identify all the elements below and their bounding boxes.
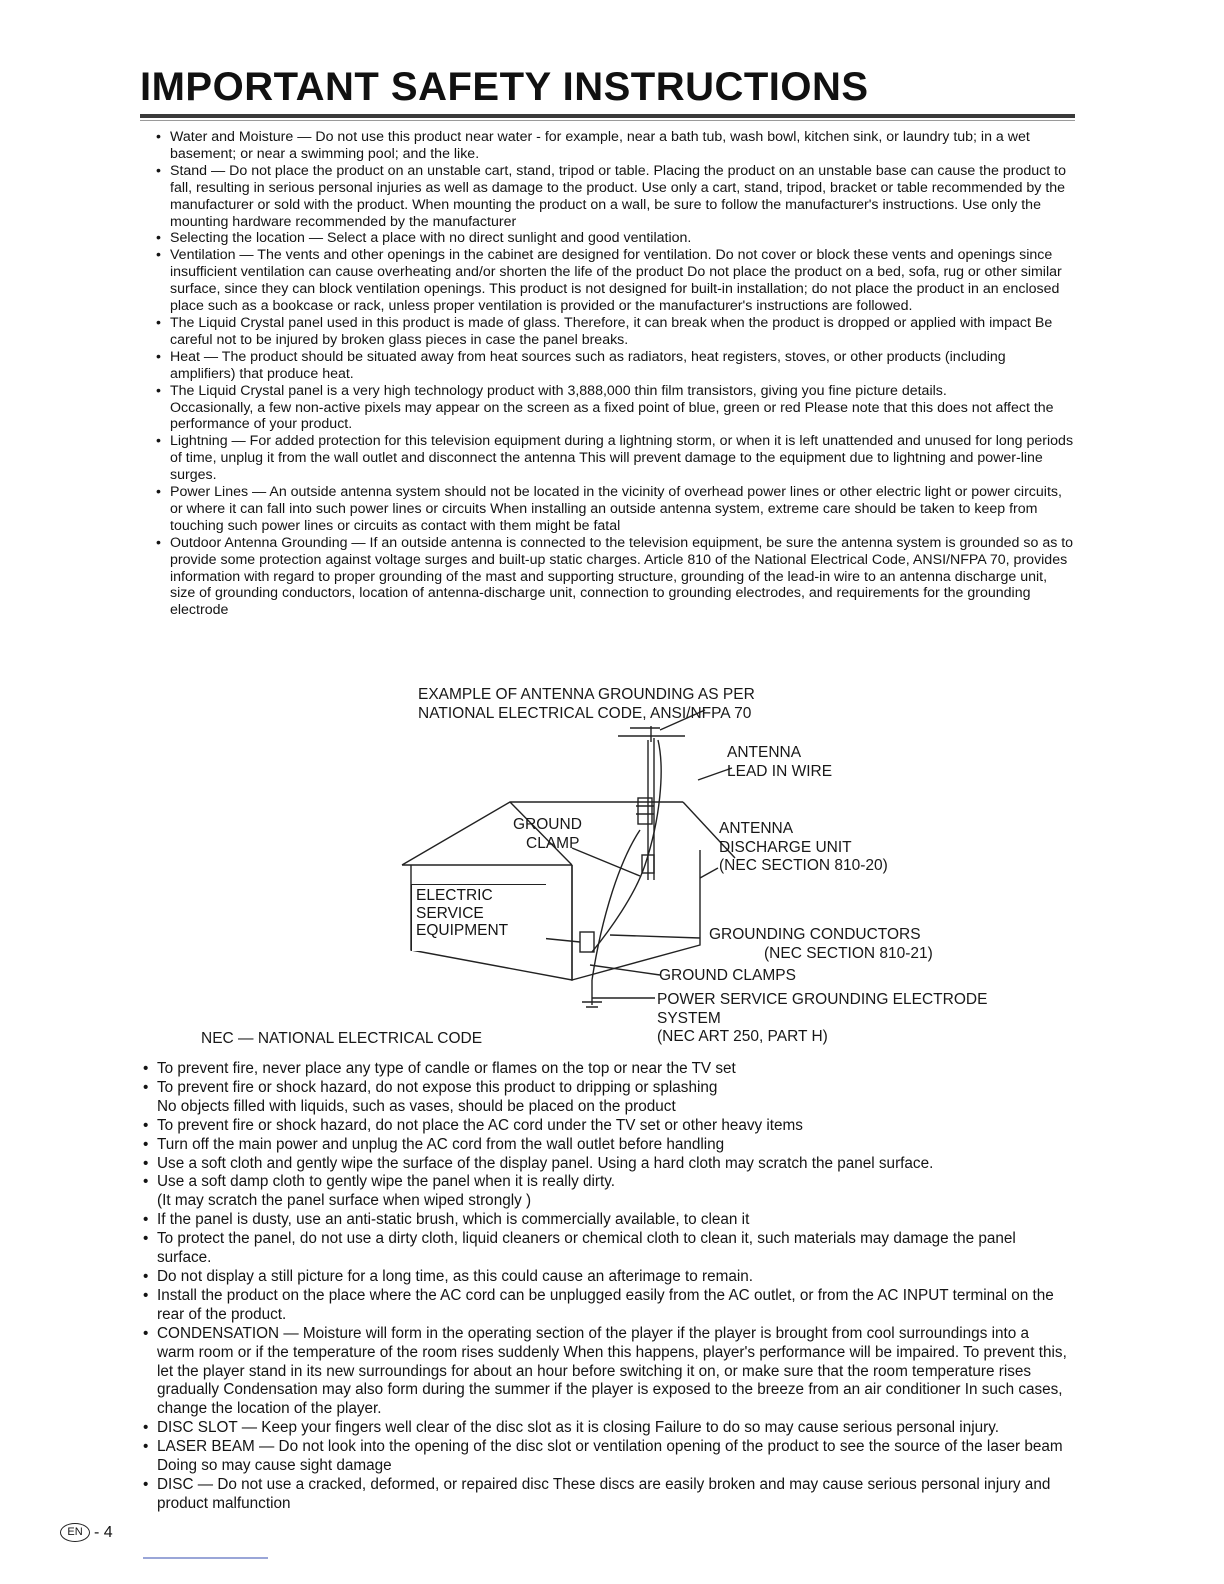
title-rule xyxy=(140,114,1075,118)
list-item: • Turn off the main power and unplug the AC cord from the wall outlet before handling xyxy=(143,1135,725,1153)
list-item: • DISC — Do not use a cracked, deformed, or repaired disc These discs are easily broken and may cause serious personal injury and product malfunction xyxy=(143,1475,1051,1512)
antenna-lead-label: ANTENNA LEAD IN WIRE xyxy=(727,744,833,780)
top-instructions-list xyxy=(156,129,1074,619)
ground-clamp-label: GROUND CLAMP xyxy=(513,816,582,852)
ground-clamps-label: GROUND CLAMPS xyxy=(659,967,796,984)
page-footer xyxy=(60,1523,113,1542)
list-item: • DISC SLOT — Keep your fingers well clear of the disc slot as it is closing Failure to do so may cause serious personal injury. xyxy=(143,1419,999,1437)
list-item: • The Liquid Crystal panel used in this product is made of glass. Therefore, it can break when the product is dropped or applied with impact Be careful not to be injured by broken glass pieces in case the panel breaks. xyxy=(156,314,1053,348)
list-item: • Power Lines — An outside antenna system should not be located in the vicinity of overhead power lines or other electric light or power circuits, or where it can fall into such power lines or circuits When installing an outside antenna system, extreme care should be taken to keep from touching such power lines or circuits as contact with them might be fatal xyxy=(156,484,1062,534)
list-item: • Outdoor Antenna Grounding — If an outside antenna is connected to the television equipment, be sure the antenna system is grounded so as to provide some protection against voltage surges and built-up static charges. Article 810 of the National Electrical Code, ANSI/NFPA 70, provides information with regard to proper grounding of the mast and supporting structure, grounding of the lead-in wire to an antenna discharge unit, size of grounding conductors, location of antenna-discharge unit, connection to grounding electrodes, and requirements for the grounding electrode xyxy=(156,534,1074,619)
bottom-instructions-list xyxy=(143,1060,1068,1514)
list-item: • To prevent fire or shock hazard, do not place the AC cord under the TV set or other heavy items xyxy=(143,1116,803,1134)
figure-title: EXAMPLE OF ANTENNA GROUNDING AS PER NATIONAL ELECTRICAL CODE, ANSI/NFPA 70 xyxy=(418,686,755,722)
list-item: • To protect the panel, do not use a dirty cloth, liquid cleaners or chemical cloth to clean it, such materials may damage the panel surface. xyxy=(143,1230,1016,1267)
list-item: • LASER BEAM — Do not look into the opening of the disc slot or ventilation opening of the product to see the source of the laser beam Doing so may cause sight damage xyxy=(143,1438,1063,1475)
list-item: • The Liquid Crystal panel is a very high technology product with 3,888,000 thin film transistors, giving you fine picture details. Occasionally, a few non-active pixels may appear on the screen as a fixed point of blue, green or red Please note that this does not affect the performance of your product. xyxy=(156,382,1054,433)
list-item: • Stand — Do not place the product on an unstable cart, stand, tripod or table. Placing the product on an unstable base can cause the product to fall, resulting in serious personal injuries as well as damage to the product. Use only a cart, stand, tripod, bracket or table recommended by the manufacturer or sold with the product. When mounting the product on a wall, be sure to follow the manufacturer's instructions. Use only the mounting hardware recommended by the manufacturer xyxy=(156,162,1066,230)
discharge-unit-label: ANTENNA DISCHARGE UNIT (NEC SECTION 810-20) xyxy=(719,820,888,874)
electric-service-label: ELECTRIC SERVICE EQUIPMENT xyxy=(411,884,546,951)
title-rule-thin xyxy=(140,120,1075,121)
grounding-conductors-label: GROUNDING CONDUCTORS (NEC SECTION 810-21) xyxy=(709,926,933,962)
list-item: • Heat — The product should be situated away from heat sources such as radiators, heat registers, stoves, or other products (including amplifiers) that produce heat. xyxy=(156,348,1006,382)
list-item: • To prevent fire, never place any type of candle or flames on the top or near the TV set xyxy=(143,1060,736,1077)
list-item: • Ventilation — The vents and other openings in the cabinet are designed for ventilation. Do not cover or block these vents and openings since insufficient ventilation can cause overheating and/or shorten the life of the product Do not place the product on a bed, sofa, rug or other similar surface, since they can block ventilation openings. This product is not designed for built-in installation; do not place the product in an enclosed place such as a bookcase or rack, unless proper ventilation is provided or the manufacturer's instructions are followed. xyxy=(156,247,1062,315)
list-item: • Do not display a still picture for a long time, as this could cause an afterimage to remain. xyxy=(143,1267,754,1285)
page-number: - 4 xyxy=(94,1523,113,1541)
page-title: IMPORTANT SAFETY INSTRUCTIONS xyxy=(140,65,869,109)
list-item: • Water and Moisture — Do not use this product near water - for example, near a bath tub, wash bowl, kitchen sink, or laundry tub; in a wet basement; or near a swimming pool; and the like. xyxy=(156,129,1030,162)
list-item: • Selecting the location — Select a place with no direct sunlight and good ventilation. xyxy=(156,230,692,247)
list-item: • To prevent fire or shock hazard, do not expose this product to dripping or splashing No objects filled with liquids, such as vases, should be placed on the product xyxy=(143,1078,718,1115)
list-item: • Install the product on the place where the AC cord can be unplugged easily from the AC outlet, or from the AC INPUT terminal on the rear of the product. xyxy=(143,1286,1054,1323)
list-item: • If the panel is dusty, use an anti-static brush, which is commercially available, to clean it xyxy=(143,1211,750,1229)
list-item: • Use a soft damp cloth to gently wipe the panel when it is really dirty. (It may scratch the panel surface when wiped strongly ) xyxy=(143,1173,616,1210)
electrode-label: POWER SERVICE GROUNDING ELECTRODE SYSTEM (NEC ART 250, PART H) xyxy=(657,991,988,1045)
list-item: • CONDENSATION — Moisture will form in the operating section of the player if the player is brought from cool surroundings into a warm room or if the temperature of the room rises suddenly When this happens, player's performance will be impaired. To prevent this, let the player stand in its new surroundings for about an hour before switching it on, or make sure that the room temperature rises gradually Condensation may also form during the summer if the player is exposed to the breeze from an air conditioner In such cases, change the location of the player. xyxy=(143,1324,1067,1418)
antenna-grounding-figure xyxy=(140,680,1080,1060)
list-item: • Lightning — For added protection for this television equipment during a lightning storm, or when it is left unattended and unused for long periods of time, unplug it from the wall outlet and disconnect the antenna This will prevent damage to the equipment due to lightning and power-line surges. xyxy=(156,433,1074,484)
list-item: • Use a soft cloth and gently wipe the surface of the display panel. Using a hard cloth may scratch the panel surface. xyxy=(143,1154,934,1172)
nec-note: NEC — NATIONAL ELECTRICAL CODE xyxy=(201,1030,483,1047)
language-badge: EN xyxy=(60,1523,90,1542)
footer-line xyxy=(143,1557,268,1559)
